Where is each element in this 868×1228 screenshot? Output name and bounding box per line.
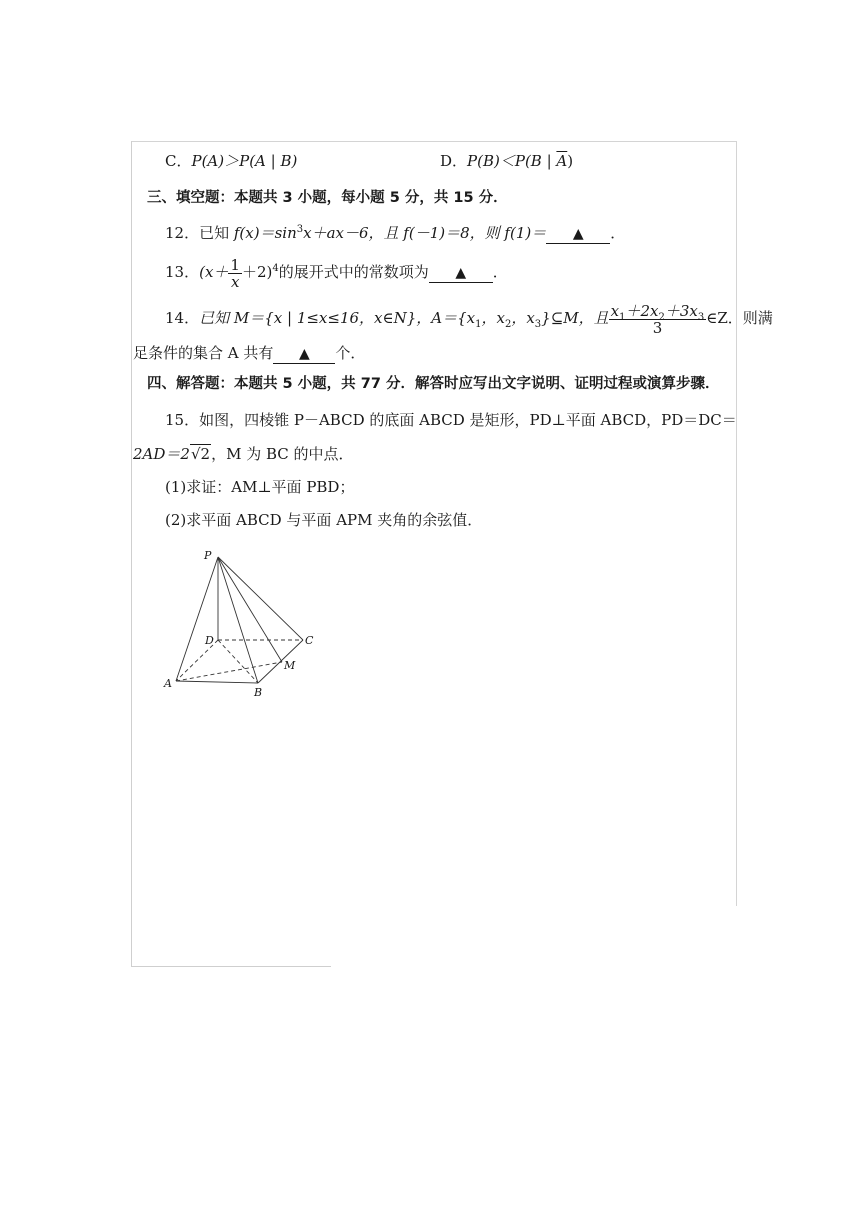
q13-open: (x＋ (199, 263, 229, 281)
sqrt-symbol: √2 (190, 445, 211, 463)
q15-line2-a: 2AD＝2 (133, 445, 190, 463)
question-15-line2 (133, 443, 354, 465)
q14-frac-num (609, 301, 707, 323)
label-c: C (305, 634, 314, 647)
q13-close: ＋2) (241, 263, 273, 281)
option-d-label: D． (440, 152, 468, 170)
q14-set-def: 已知 M＝{x | 1≤x≤16，x∈N}，A＝{x (199, 309, 476, 327)
q12-exponent: 3 (296, 224, 304, 235)
q15-line1: 如图，四棱锥 P－ABCD 的底面 ABCD 是矩形，PD⊥平面 ABCD，PD＝DC＝ (199, 411, 737, 429)
question-15-part1: (1)求证：AM⊥平面 PBD； (165, 478, 355, 496)
q12-text: 已知 (199, 224, 234, 242)
option-c (165, 150, 297, 172)
question-14-line2 (133, 342, 365, 364)
edge-db (218, 640, 258, 683)
option-d-close: ) (567, 152, 574, 170)
question-12 (165, 222, 625, 244)
answer-blank-14[interactable]: ▲ (273, 345, 335, 364)
q14-fn-c: ＋3x (664, 301, 698, 320)
question-15 (165, 409, 737, 431)
q12-condition: x＋ax－6，且 f(－1)＝8，则 f(1)＝ (303, 224, 547, 242)
page-frame-right (736, 141, 737, 906)
section-4-heading: 四、解答题：本题共 5 小题，共 77 分．解答时应写出文字说明、证明过程或演算步骤． (147, 376, 720, 392)
section-3-heading: 三、填空题：本题共 3 小题，每小题 5 分，共 15 分． (147, 190, 508, 206)
q14-x2: ，x (481, 309, 505, 327)
page-frame-top (131, 141, 736, 142)
option-c-expression: P(A)＞P(A | B) (191, 152, 298, 170)
q13-frac-num: 1 (230, 255, 240, 274)
q14-fn-sub2: 2 (658, 311, 665, 323)
q13-power: 4 (272, 263, 279, 274)
pyramid-figure (158, 545, 338, 700)
q12-function: f(x)＝sin (233, 224, 297, 242)
edge-ab (176, 681, 258, 683)
q13-end: ． (492, 263, 508, 281)
option-c-label: C． (165, 152, 192, 170)
edge-pb (218, 557, 258, 683)
q12-number: 12． (165, 224, 200, 242)
question-13 (165, 255, 508, 290)
q14-fn-b: ＋2x (625, 301, 659, 320)
q14-fn-a: x (610, 301, 620, 320)
complement-a: $\overline{A}$ (556, 152, 568, 170)
answer-blank-12[interactable]: ▲ (546, 225, 610, 244)
label-m: M (284, 659, 296, 672)
edge-bc (258, 640, 303, 683)
q14-fn-sub3: 3 (697, 311, 705, 323)
page-frame-bottom (131, 966, 331, 967)
q14-line2-end: 个． (335, 344, 366, 362)
q14-tail: ∈Z．则满 (706, 309, 773, 327)
question-15-part2: (2)求平面 ABCD 与平面 APM 夹角的余弦值． (165, 511, 483, 529)
sqrt-value: 2 (200, 445, 211, 463)
q14-sub-2: 2 (504, 319, 512, 330)
q14-subset: }⊆M，且 (541, 309, 609, 327)
q12-end: ． (610, 224, 626, 242)
q13-frac-den: x (230, 272, 240, 291)
q14-fraction (609, 303, 707, 336)
q14-line2-text: 足条件的集合 A 共有 (133, 344, 274, 362)
label-a: A (164, 677, 172, 690)
q14-fn-sub1: 1 (619, 311, 626, 323)
page-frame-left (131, 141, 132, 967)
edge-pa (176, 557, 218, 681)
label-p: P (204, 549, 212, 562)
q13-fraction (228, 257, 242, 290)
q14-sub-1: 1 (475, 319, 482, 330)
option-d (440, 150, 573, 172)
q14-sub-3: 3 (534, 319, 542, 330)
q14-frac-den: 3 (652, 318, 663, 337)
label-b: B (254, 686, 263, 699)
q15-line2-b: ，M 为 BC 的中点． (211, 445, 354, 463)
question-14 (165, 300, 773, 336)
q13-text: 的展开式中的常数项为 (278, 263, 429, 281)
q15-number: 15． (165, 411, 200, 429)
answer-blank-13[interactable]: ▲ (429, 264, 493, 283)
q14-x3: ，x (511, 309, 535, 327)
q14-number: 14． (165, 309, 200, 327)
option-d-expression: P(B)＜P(B | (467, 152, 557, 170)
label-d: D (205, 634, 214, 647)
q13-number: 13． (165, 263, 200, 281)
